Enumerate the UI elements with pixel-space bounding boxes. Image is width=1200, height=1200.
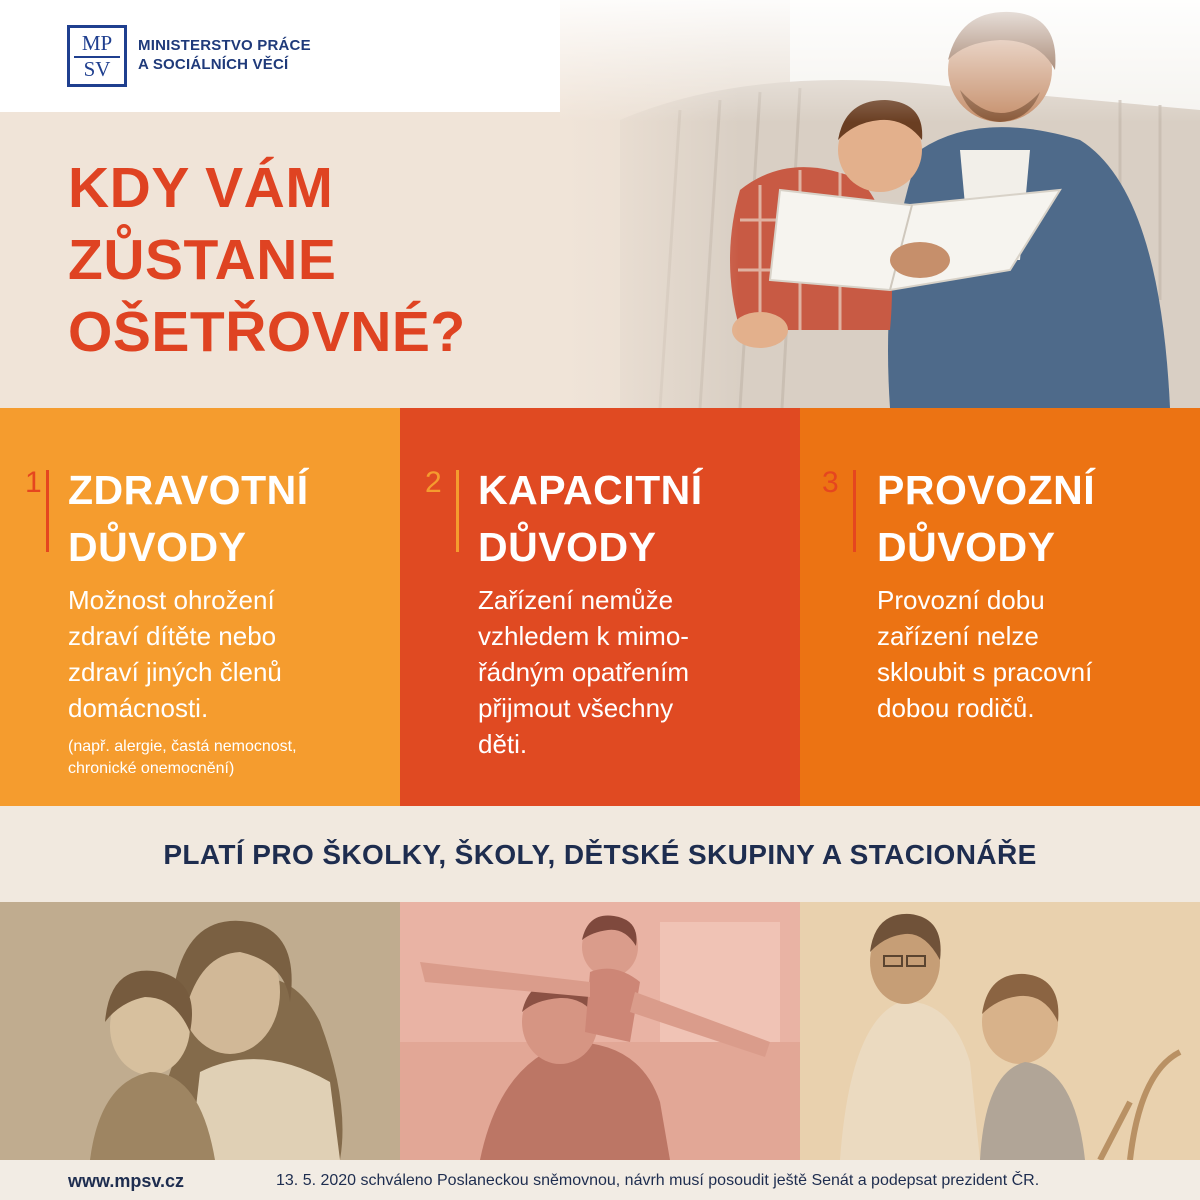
reason-body-line: zdraví jiných členů	[68, 657, 282, 687]
title-line1: KDY VÁM	[68, 156, 334, 220]
website-link[interactable]: www.mpsv.cz	[68, 1171, 185, 1191]
reason-title-line1: KAPACITNÍ	[478, 467, 703, 513]
title-line2: ZŮSTANE	[68, 228, 337, 292]
reason-title-line1: ZDRAVOTNÍ	[68, 467, 309, 513]
reason-title-line2: DŮVODY	[877, 524, 1056, 570]
reason-body-operation	[877, 582, 1092, 726]
reason-divider-3	[853, 470, 856, 552]
reason-note-health	[68, 736, 297, 780]
reason-title-capacity	[478, 462, 703, 576]
ministry-name-line2: A SOCIÁLNÍCH VĚCÍ	[138, 56, 289, 73]
reason-body-line: přijmout všechny	[478, 693, 674, 723]
reason-number-1: 1	[25, 466, 42, 499]
reason-divider-2	[456, 470, 459, 552]
reason-body-line: řádným opatřením	[478, 657, 689, 687]
reason-note-line: chronické onemocnění)	[68, 760, 235, 777]
footer-note: 13. 5. 2020 schváleno Poslaneckou sněmovnou, návrh musí posoudit ještě Senát a podepsat prezident ČR.	[276, 1172, 1040, 1189]
reason-divider-1	[46, 470, 49, 552]
reason-number-2: 2	[425, 466, 442, 499]
reason-body-line: skloubit s pracovní	[877, 657, 1093, 687]
logo-text-bottom: SV	[83, 57, 111, 81]
reason-body-capacity	[478, 582, 689, 762]
reason-body-line: zařízení nelze	[877, 621, 1039, 651]
title-line3: OŠETŘOVNÉ?	[68, 300, 466, 364]
reason-body-line: Možnost ohrožení	[68, 585, 275, 615]
ministry-name	[138, 36, 311, 74]
reason-title-line2: DŮVODY	[478, 524, 657, 570]
applies-text: PLATÍ PRO ŠKOLKY, ŠKOLY, DĚTSKÉ SKUPINY A STACIONÁŘE	[163, 839, 1037, 870]
reason-title-line1: PROVOZNÍ	[877, 467, 1096, 513]
reason-body-line: domácnosti.	[68, 693, 209, 723]
hero-photo-father-son-reading	[560, 0, 1200, 408]
reason-body-line: zdraví dítěte nebo	[68, 621, 277, 651]
logo-text-top: MP	[81, 31, 113, 55]
reason-body-line: děti.	[478, 729, 528, 759]
reason-body-line: vzhledem k mimo-	[478, 621, 689, 651]
reason-note-line: (např. alergie, častá nemocnost,	[68, 738, 297, 755]
page-title	[68, 152, 466, 368]
reason-title-health	[68, 462, 309, 576]
reason-number-3: 3	[822, 466, 839, 499]
ministry-name-line1: MINISTERSTVO PRÁCE	[138, 37, 311, 54]
reason-body-line: Provozní dobu	[877, 585, 1045, 615]
reason-title-operation	[877, 462, 1095, 576]
reason-body-line: Zařízení nemůže	[478, 585, 674, 615]
photo-mother-daughter	[0, 902, 400, 1160]
photo-mother-son-talking	[800, 902, 1200, 1160]
mpsv-logo[interactable]	[67, 25, 127, 87]
reason-body-line: dobou rodičů.	[877, 693, 1035, 723]
reason-title-line2: DŮVODY	[68, 524, 247, 570]
photo-father-son-playing	[400, 902, 800, 1160]
reason-body-health	[68, 582, 282, 726]
